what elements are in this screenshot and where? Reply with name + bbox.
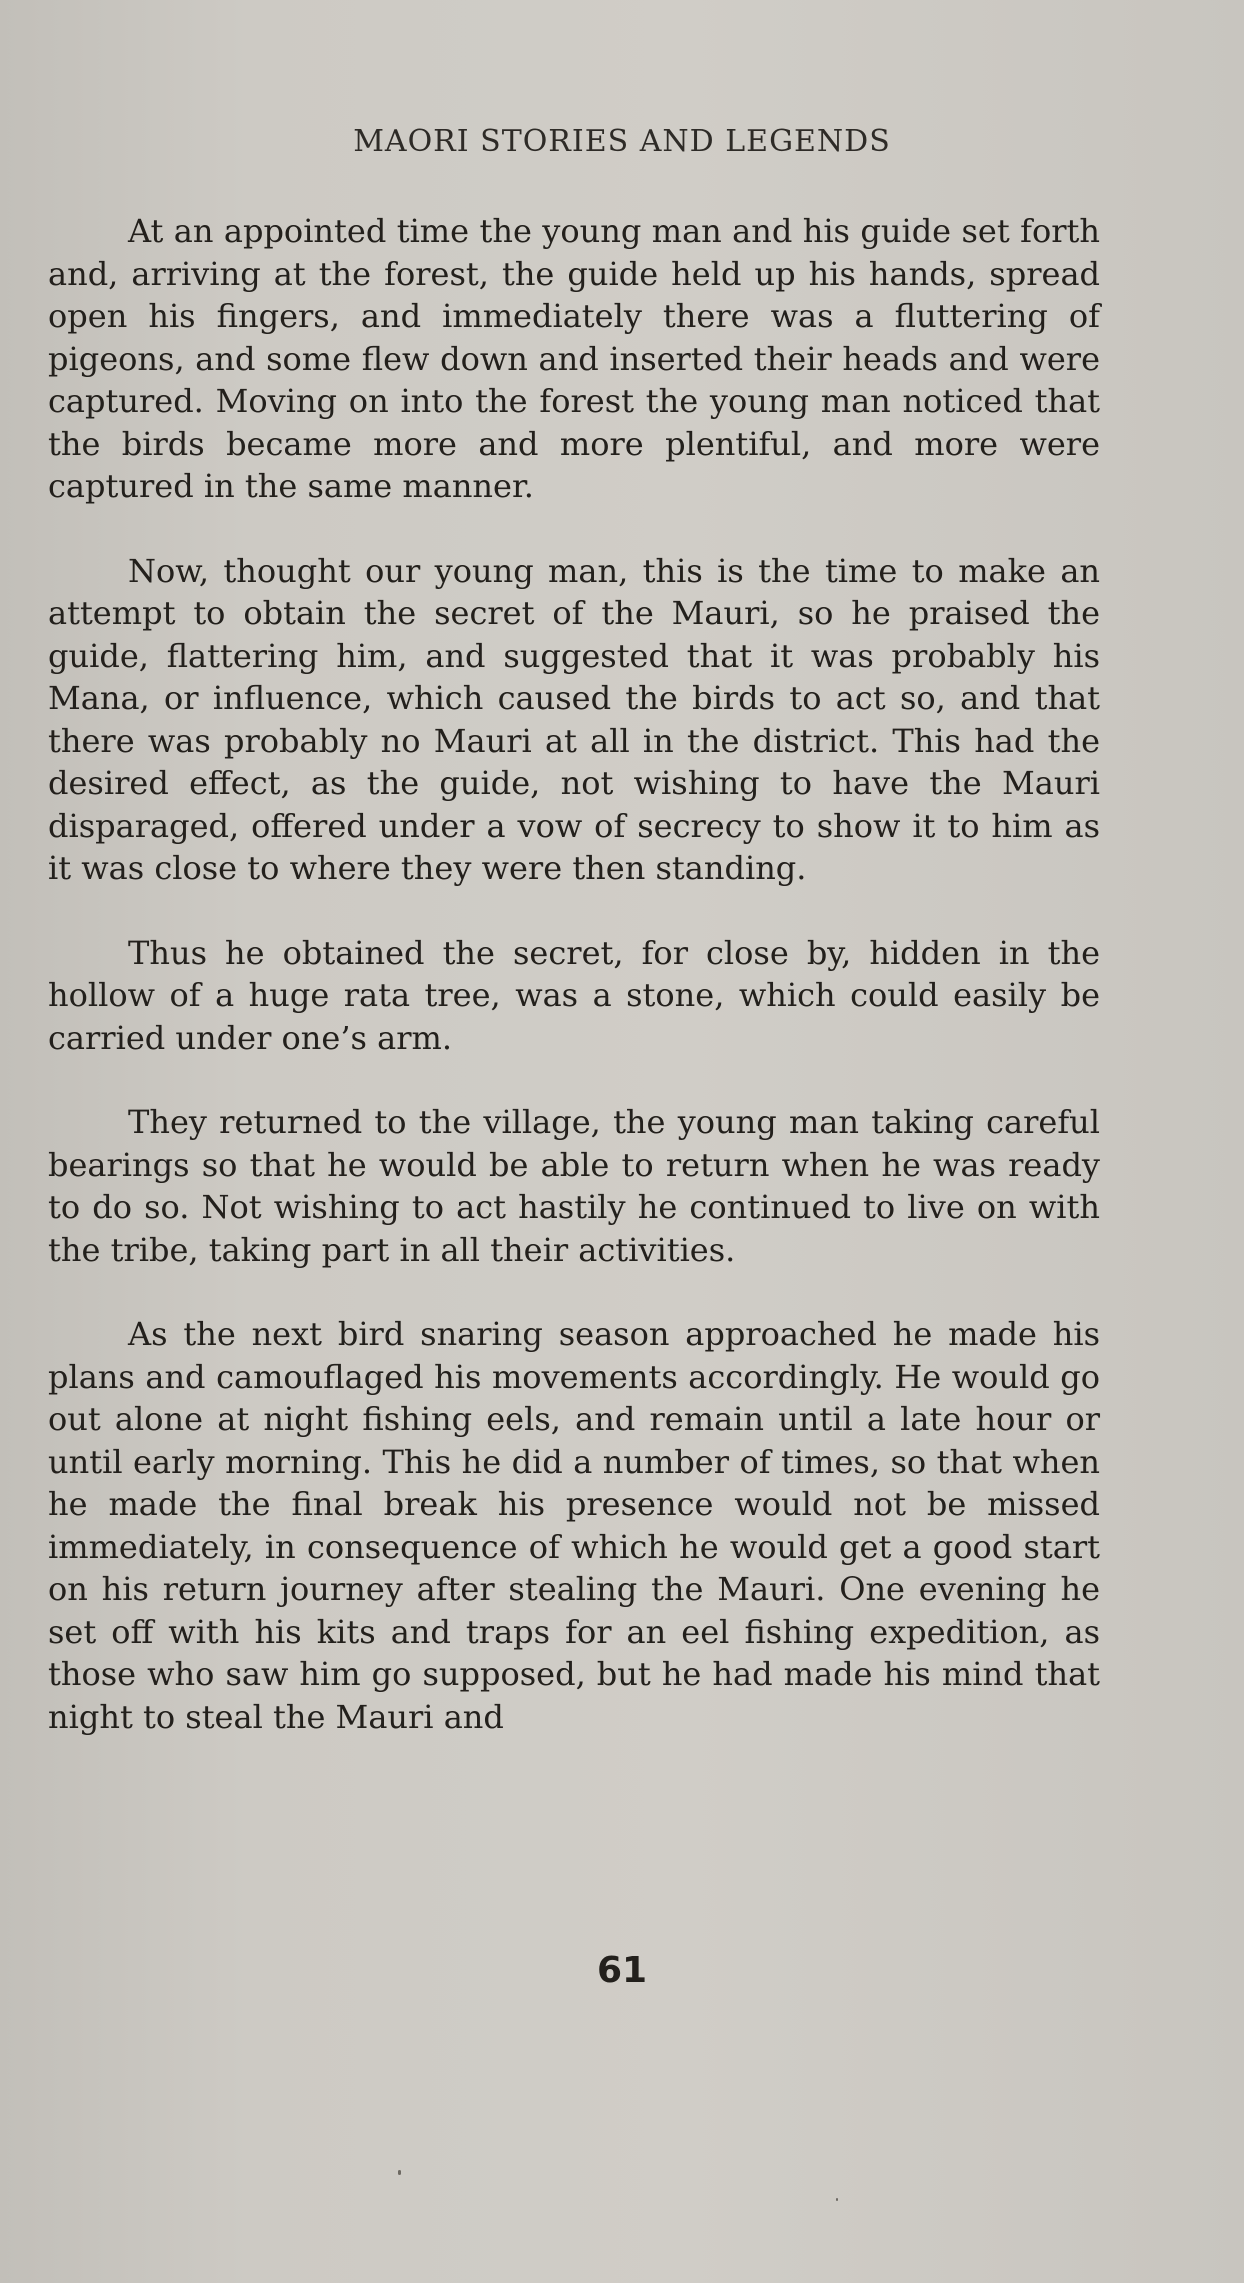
body-text: [48, 210, 1100, 1780]
running-head: MAORI STORIES AND LEGENDS: [353, 124, 891, 159]
page-number: 61: [596, 1950, 648, 1991]
paragraph-5: As the next bird snaring season approached he made his plans and camouflaged his movements accordingly. He would go out alone at night fishing eels, and remain until a late hour or until early morning. This he did a number of times, so that when he made the final break his presence would not be missed immediately, in consequence of which he would get a good start on his return journey after stealing the Mauri. One evening he set off with his kits and traps for an eel fishing expedition, as those who saw him go supposed, but he had made his mind that night to steal the Mauri and: [48, 1315, 1100, 1736]
paragraph-2: Now, thought our young man, this is the time to make an attempt to obtain the secret of the Mauri, so he praised the guide, flattering him, and suggested that it was probably his Mana, or influence, which caused the birds to act so, and that there was probably no Mauri at all in the district. This had the desired effect, as the guide, not wishing to have the Mauri disparaged, offered under a vow of secrecy to show it to him as it was close to where they were then standing.: [48, 551, 1100, 887]
paragraph-3: Thus he obtained the secret, for close by, hidden in the hollow of a huge rata tree, was a stone, which could easily be carried under one’s arm.: [48, 933, 1100, 1057]
paragraph-4: They returned to the village, the young man taking careful bearings so that he would be able to return when he was ready to do so. Not wishing to act hastily he continued to live on with the tribe, taking part in all their activities.: [48, 1103, 1100, 1269]
paragraph-1: At an appointed time the young man and his guide set forth and, arriving at the forest, the guide held up his hands, spread open his fingers, and immediately there was a fluttering of pigeons, and some flew down and inserted their heads and were captured. Moving on into the forest the young man noticed that the birds became more and more plentiful, and more were captured in the same manner.: [48, 212, 1100, 505]
paper-speck: [836, 2198, 838, 2201]
paper-speck: [398, 2170, 401, 2175]
